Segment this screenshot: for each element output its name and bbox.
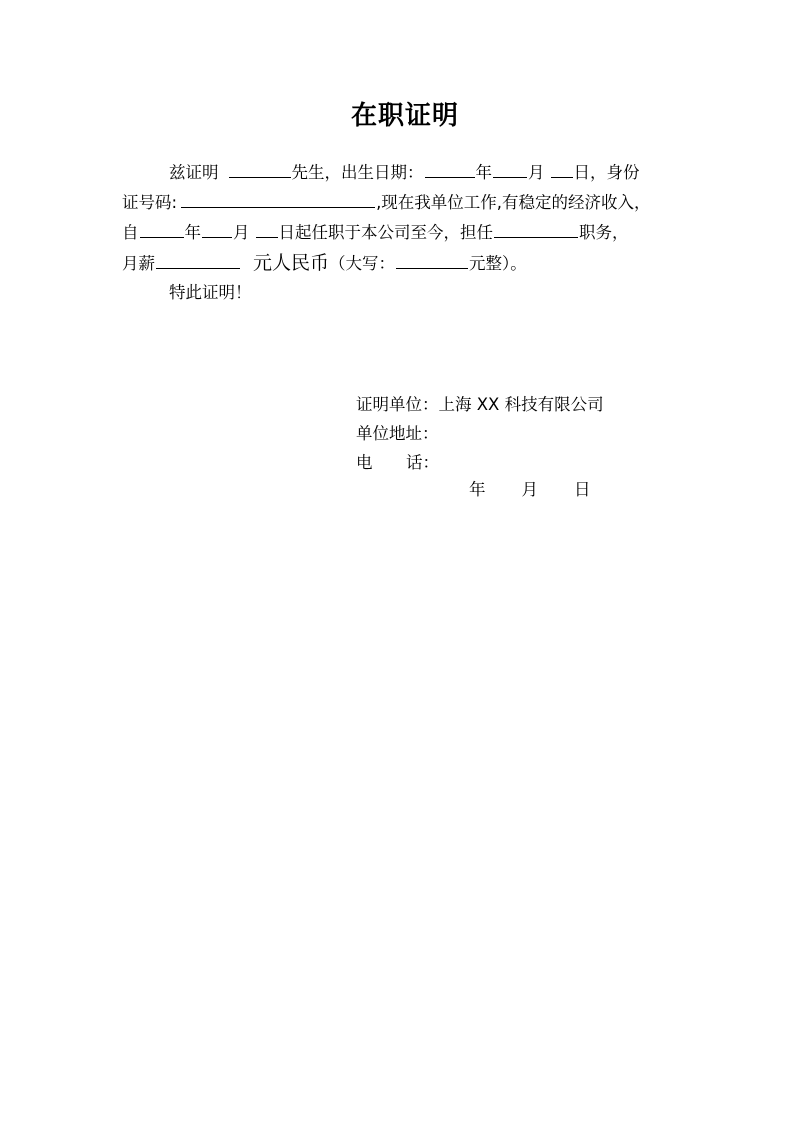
issuing-company: 证明单位：上海 XX 科技有限公司	[356, 395, 604, 414]
name-blank	[229, 162, 291, 178]
day-id-label: 日，身份	[573, 163, 640, 182]
phone-label	[356, 448, 604, 477]
month-label: 月	[528, 163, 545, 182]
employment-text: ,现在我单位工作,有稳定的经济收入，	[376, 193, 651, 212]
year-label: 年	[475, 163, 492, 182]
daxie-open: （大写：	[329, 254, 396, 273]
salary-label: 月薪	[122, 254, 155, 273]
salary-blank	[156, 253, 240, 269]
body-line-2	[122, 188, 692, 218]
currency-label: 元人民币	[253, 252, 330, 274]
birth-year-blank	[425, 162, 475, 178]
daxie-close: 元整）。	[469, 254, 527, 273]
salary-daxie-blank	[396, 253, 468, 269]
tenure-text: 日起任职于本公司至今，担任	[278, 223, 493, 242]
signature-block	[356, 390, 604, 477]
company-address-label: 单位地址：	[356, 424, 439, 443]
start-month-blank	[202, 222, 232, 238]
since-label: 自	[122, 223, 139, 242]
page-title: 在职证明	[350, 101, 459, 131]
phone-label-part-b: 话：	[406, 453, 439, 472]
start-year-label: 年	[184, 223, 201, 242]
closing-line: 特此证明！	[169, 283, 252, 302]
birth-month-blank	[493, 162, 527, 178]
body-line-1	[122, 158, 692, 188]
id-number-blank	[181, 192, 375, 208]
date-year-label: 年	[469, 480, 486, 499]
phone-label-part-a: 电	[356, 453, 373, 472]
position-blank	[494, 222, 578, 238]
birth-day-blank	[551, 162, 573, 178]
start-month-label: 月	[233, 223, 250, 242]
certificate-body	[122, 158, 692, 308]
date-day-label: 日	[574, 480, 591, 499]
start-day-blank	[256, 222, 278, 238]
birth-label: 先生，出生日期：	[291, 163, 424, 182]
signature-date	[469, 476, 591, 504]
date-month-label: 月	[521, 480, 538, 499]
body-line-4	[122, 248, 692, 278]
lead-text: 兹证明	[169, 163, 219, 182]
start-year-blank	[140, 222, 184, 238]
body-line-3	[122, 218, 692, 248]
id-label: 证号码:	[122, 193, 178, 212]
position-suffix: 职务，	[579, 223, 629, 242]
